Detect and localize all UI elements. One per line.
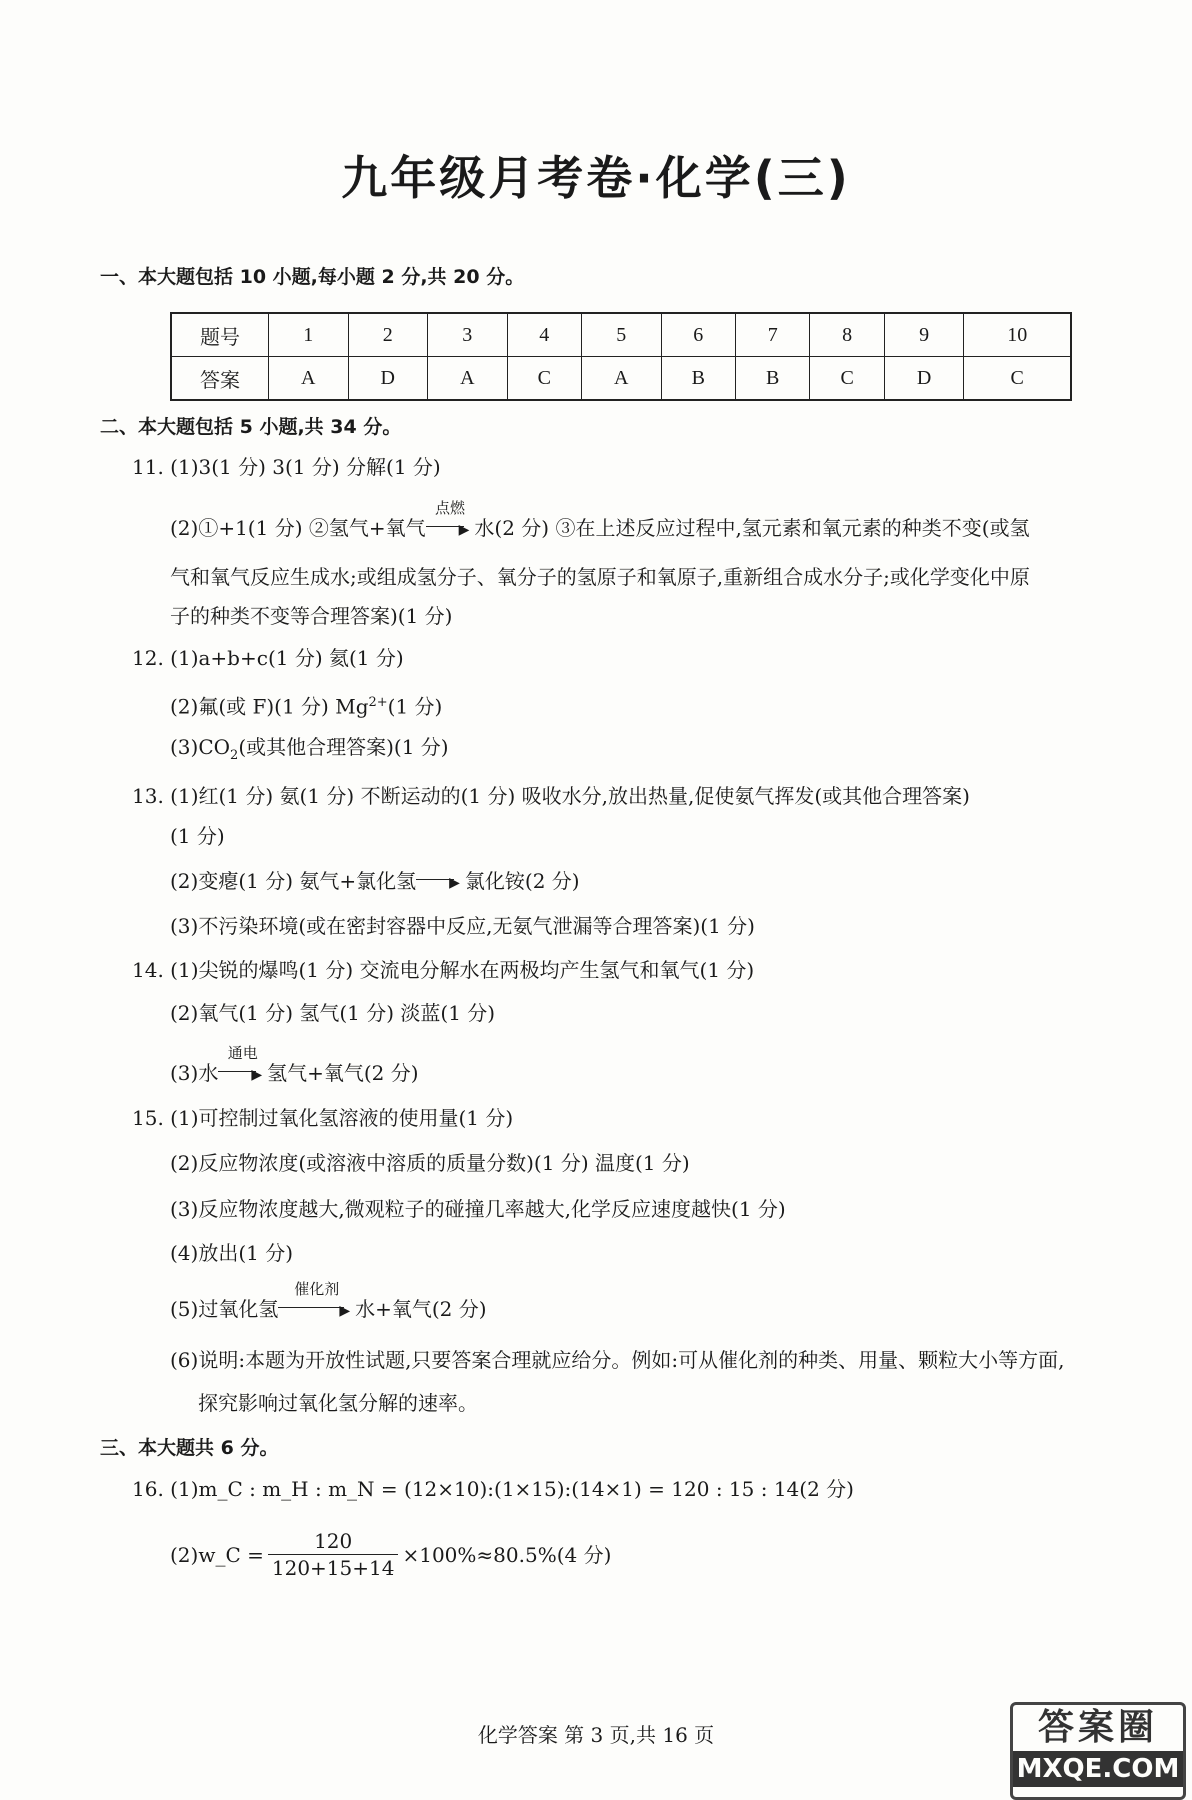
table-cell: 1: [269, 313, 349, 357]
row-label: 答案: [171, 357, 269, 401]
q15-line3: (3)反应物浓度越大,微观粒子的碰撞几率越大,化学反应速度越快(1 分): [170, 1197, 786, 1221]
q15-line5: (5)过氧化氢 催化剂 ▶ 水+氧气(2 分): [170, 1296, 487, 1325]
q11-line3: 气和氧气反应生成水;或组成氢分子、氧分子的氢原子和氧原子,重新组合成水分子;或化学变化中原: [170, 565, 1030, 589]
page-title: 九年级月考卷·化学(三): [341, 151, 851, 205]
table-cell: D: [348, 357, 428, 401]
table-row-answers: [171, 357, 1071, 401]
table-cell: 9: [884, 313, 964, 357]
q11-line4: 子的种类不变等合理答案)(1 分): [170, 604, 453, 628]
q15-line1: 15. (1)可控制过氧化氢溶液的使用量(1 分): [132, 1106, 514, 1130]
reaction-arrow: 催化剂 ▶: [278, 1296, 355, 1325]
table-cell: D: [884, 357, 964, 401]
q12-line2: (2)氟(或 F)(1 分) $Mg^{2+}(1$ 分): [170, 694, 443, 719]
watermark-logo: 答案圈 MXQE.COM: [1010, 1702, 1186, 1800]
q13-line1: 13. (1)红(1 分) 氨(1 分) 不断运动的(1 分) 吸收水分,放出热量,促使氨气挥发(或其他合理答案): [132, 784, 970, 808]
q13-line3: (2)变瘪(1 分) 氨气+氯化氢 ▶ 氯化铵(2 分): [170, 868, 580, 897]
q13-line2: (1 分): [170, 824, 225, 848]
table-cell: 6: [661, 313, 735, 357]
answer-table: [170, 312, 1072, 401]
q14-line2: (2)氧气(1 分) 氢气(1 分) 淡蓝(1 分): [170, 1001, 496, 1025]
reaction-arrow: 点燃 ▶: [426, 515, 475, 544]
q13-line4: (3)不污染环境(或在密封容器中反应,无氨气泄漏等合理答案)(1 分): [170, 914, 755, 938]
table-cell: 4: [507, 313, 581, 357]
q11-line2: (2)①+1(1 分) ②氢气+氧气 点燃 ▶ 水(2 分) ③在上述反应过程中,氢元素和氧元素的种类不变(或氢: [170, 515, 1030, 544]
reaction-arrow: ▶: [416, 868, 465, 897]
q14-line1: 14. (1)尖锐的爆鸣(1 分) 交流电分解水在两极均产生氢气和氧气(1 分): [132, 958, 755, 982]
table-cell: A: [582, 357, 662, 401]
table-cell: 5: [582, 313, 662, 357]
table-cell: 7: [735, 313, 809, 357]
q16-line1: 16. (1)m_C : m_H : m_N = (12×10):(1×15):(14×1) = 120 : 15 : 14(2 分): [132, 1477, 854, 1501]
q15-line4: (4)放出(1 分): [170, 1241, 294, 1265]
q14-line3: (3)水 通电 ▶ 氢气+氧气(2 分): [170, 1060, 419, 1089]
table-cell: 2: [348, 313, 428, 357]
table-cell: C: [964, 357, 1071, 401]
table-cell: B: [661, 357, 735, 401]
q12-line1: 12. (1)a+b+c(1 分) 氦(1 分): [132, 646, 404, 670]
table-cell: 8: [810, 313, 884, 357]
q15-line2: (2)反应物浓度(或溶液中溶质的质量分数)(1 分) 温度(1 分): [170, 1151, 690, 1175]
q15-line6: (6)说明:本题为开放性试题,只要答案合理就应给分。例如:可从催化剂的种类、用量、颗粒大小等方面,: [170, 1348, 1065, 1372]
table-cell: 10: [964, 313, 1071, 357]
reaction-arrow: 通电 ▶: [218, 1060, 267, 1089]
q11-line1: 11. (1)3(1 分) 3(1 分) 分解(1 分): [132, 455, 441, 479]
table-row-numbers: [171, 313, 1071, 357]
table-cell: B: [735, 357, 809, 401]
section3-heading: 三、本大题共 6 分。: [100, 1437, 279, 1459]
table-cell: C: [507, 357, 581, 401]
fraction: $\frac{120}{120+15+14}$: [268, 1528, 399, 1581]
table-cell: 3: [428, 313, 508, 357]
table-cell: A: [428, 357, 508, 401]
table-cell: A: [269, 357, 349, 401]
q16-line2: (2)w_C = $\frac{120}{120+15+14}$ ×100%≈80.5%(4 分): [170, 1529, 612, 1580]
section1-heading: 一、本大题包括 10 小题,每小题 2 分,共 20 分。: [100, 266, 525, 288]
section2-heading: 二、本大题包括 5 小题,共 34 分。: [100, 416, 402, 438]
row-label: 题号: [171, 313, 269, 357]
q12-line3: $(3)CO_2$(或其他合理答案)(1 分): [170, 735, 449, 763]
table-cell: C: [810, 357, 884, 401]
page-footer: 化学答案 第 3 页,共 16 页: [477, 1723, 715, 1747]
q15-line7: 探究影响过氧化氢分解的速率。: [198, 1391, 478, 1415]
